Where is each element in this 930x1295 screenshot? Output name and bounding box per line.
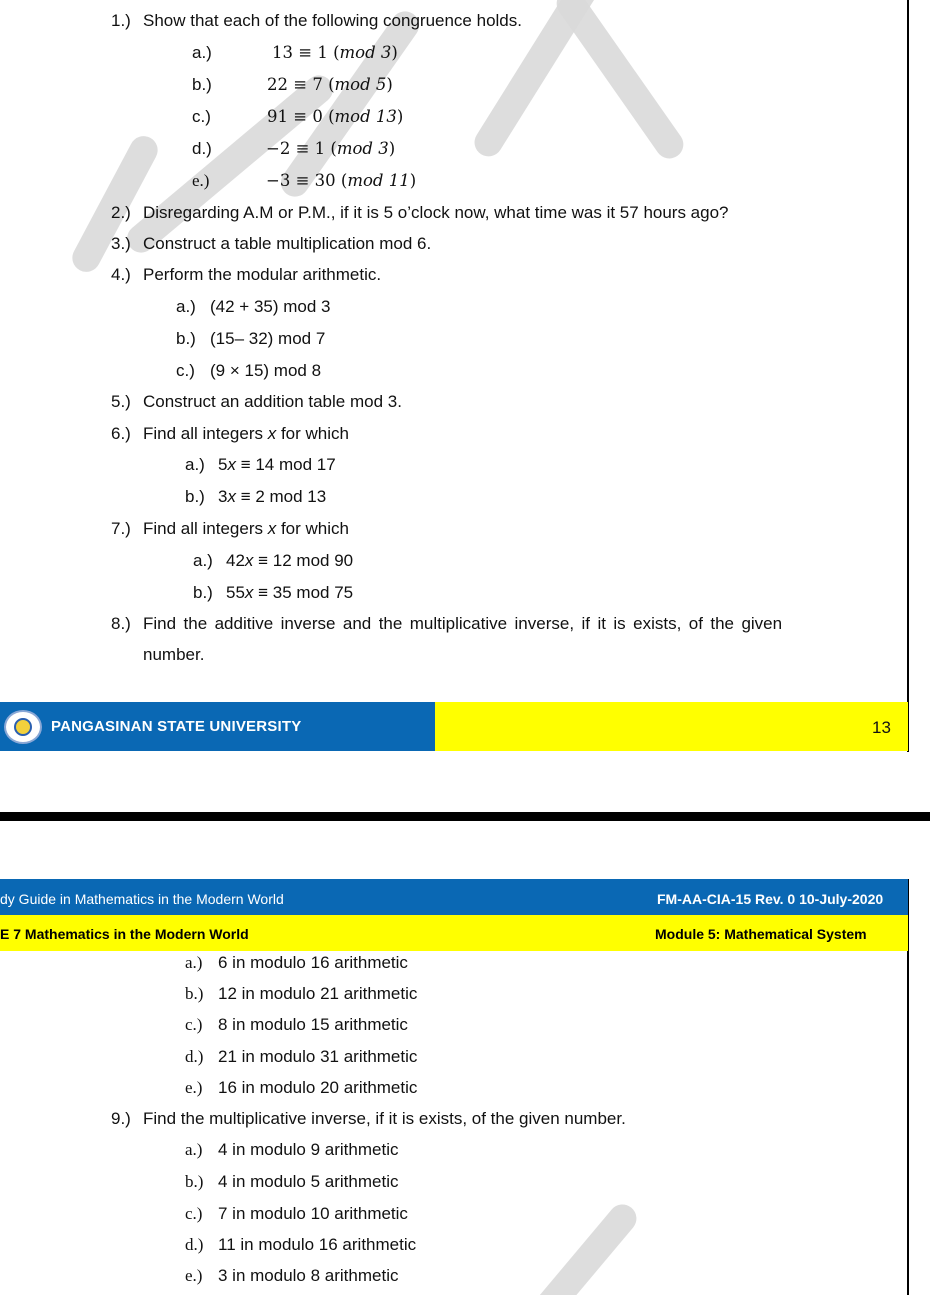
question-number: 7.) [111, 519, 131, 538]
item-label: e.) [192, 171, 210, 190]
question-number: 8.) [111, 614, 131, 633]
question-number: 2.) [111, 203, 131, 222]
item-text: (42 + 35) mod 3 [210, 297, 331, 316]
draft-watermark-stroke [518, 1199, 642, 1295]
question-number: 3.) [111, 234, 131, 253]
item-label: d.) [192, 139, 212, 158]
item-label: b.) [185, 984, 204, 1003]
course-title: E 7 Mathematics in the Modern World [0, 926, 249, 942]
item-text: 55x ≡ 35 mod 75 [226, 583, 354, 602]
item-label: a.) [176, 297, 196, 316]
item-text: 4 in modulo 5 arithmetic [218, 1172, 399, 1191]
page-separator [0, 812, 930, 821]
footer-page-bar [435, 702, 908, 751]
page-number: 13 [872, 718, 891, 737]
page-border-right [907, 0, 909, 752]
item-label: c.) [176, 361, 195, 380]
question-text: Find the additive inverse and the multiplicative inverse, if it is exists, of the given [143, 614, 783, 633]
item-label: e.) [185, 1266, 203, 1285]
item-label: a.) [193, 551, 213, 570]
item-text: 5x ≡ 14 mod 17 [218, 455, 336, 474]
question-text: Find all integers x for which [143, 519, 349, 538]
item-label: b.) [185, 1172, 204, 1191]
item-text: 3x ≡ 2 mod 13 [218, 487, 327, 506]
module-title: Module 5: Mathematical System [655, 926, 867, 942]
congruence-expression: −2 ≡ 1 (mod 3) [266, 139, 396, 158]
item-text: 6 in modulo 16 arithmetic [218, 953, 408, 972]
item-text: 12 in modulo 21 arithmetic [218, 984, 418, 1003]
question-number: 9.) [111, 1109, 131, 1128]
item-label: b.) [185, 487, 205, 506]
question-text: Perform the modular arithmetic. [143, 265, 382, 284]
question-text: Construct an addition table mod 3. [143, 392, 402, 411]
item-label: c.) [192, 107, 211, 126]
item-text: (15– 32) mod 7 [210, 329, 326, 348]
item-label: b.) [176, 329, 196, 348]
item-label: b.) [192, 75, 212, 94]
item-label: a.) [185, 455, 205, 474]
item-text: 21 in modulo 31 arithmetic [218, 1047, 418, 1066]
item-label: a.) [185, 953, 203, 972]
item-label: e.) [185, 1078, 203, 1097]
draft-watermark-stroke [551, 0, 689, 164]
item-label: d.) [185, 1047, 204, 1066]
item-text: 8 in modulo 15 arithmetic [218, 1015, 408, 1034]
item-label: d.) [185, 1235, 204, 1254]
question-number: 4.) [111, 265, 131, 284]
item-label: b.) [193, 583, 213, 602]
item-label: a.) [192, 43, 212, 62]
question-text: Disregarding A.M or P.M., if it is 5 o’clock now, what time was it 57 hours ago? [143, 203, 729, 222]
item-text: (9 × 15) mod 8 [210, 361, 322, 380]
item-text: 11 in modulo 16 arithmetic [218, 1235, 417, 1254]
congruence-expression: 13 ≡ 1 (mod 3) [272, 43, 398, 62]
congruence-expression: 22 ≡ 7 (mod 5) [267, 75, 393, 94]
guide-title: dy Guide in Mathematics in the Modern World [0, 891, 284, 907]
question-text: Find all integers x for which [143, 424, 349, 443]
question-number: 5.) [111, 392, 131, 411]
university-seal-icon [4, 710, 42, 744]
item-text: 42x ≡ 12 mod 90 [226, 551, 354, 570]
item-label: a.) [185, 1140, 203, 1159]
item-text: 16 in modulo 20 arithmetic [218, 1078, 418, 1097]
question-text: Show that each of the following congruence holds. [143, 11, 522, 30]
congruence-expression: −3 ≡ 30 (mod 11) [266, 171, 417, 190]
question-text: Construct a table multiplication mod 6. [143, 234, 432, 253]
form-code: FM-AA-CIA-15 Rev. 0 10-July-2020 [657, 891, 884, 907]
item-text: 7 in modulo 10 arithmetic [218, 1204, 408, 1223]
university-name: PANGASINAN STATE UNIVERSITY [51, 718, 302, 735]
question-number: 1.) [111, 11, 131, 30]
question-text-continued: number. [143, 645, 205, 664]
item-label: c.) [185, 1204, 203, 1223]
item-label: c.) [185, 1015, 203, 1034]
item-text: 3 in modulo 8 arithmetic [218, 1266, 399, 1285]
congruence-expression: 91 ≡ 0 (mod 13) [267, 107, 404, 126]
question-number: 6.) [111, 424, 131, 443]
question-text: Find the multiplicative inverse, if it is exists, of the given number. [143, 1109, 626, 1128]
item-text: 4 in modulo 9 arithmetic [218, 1140, 399, 1159]
